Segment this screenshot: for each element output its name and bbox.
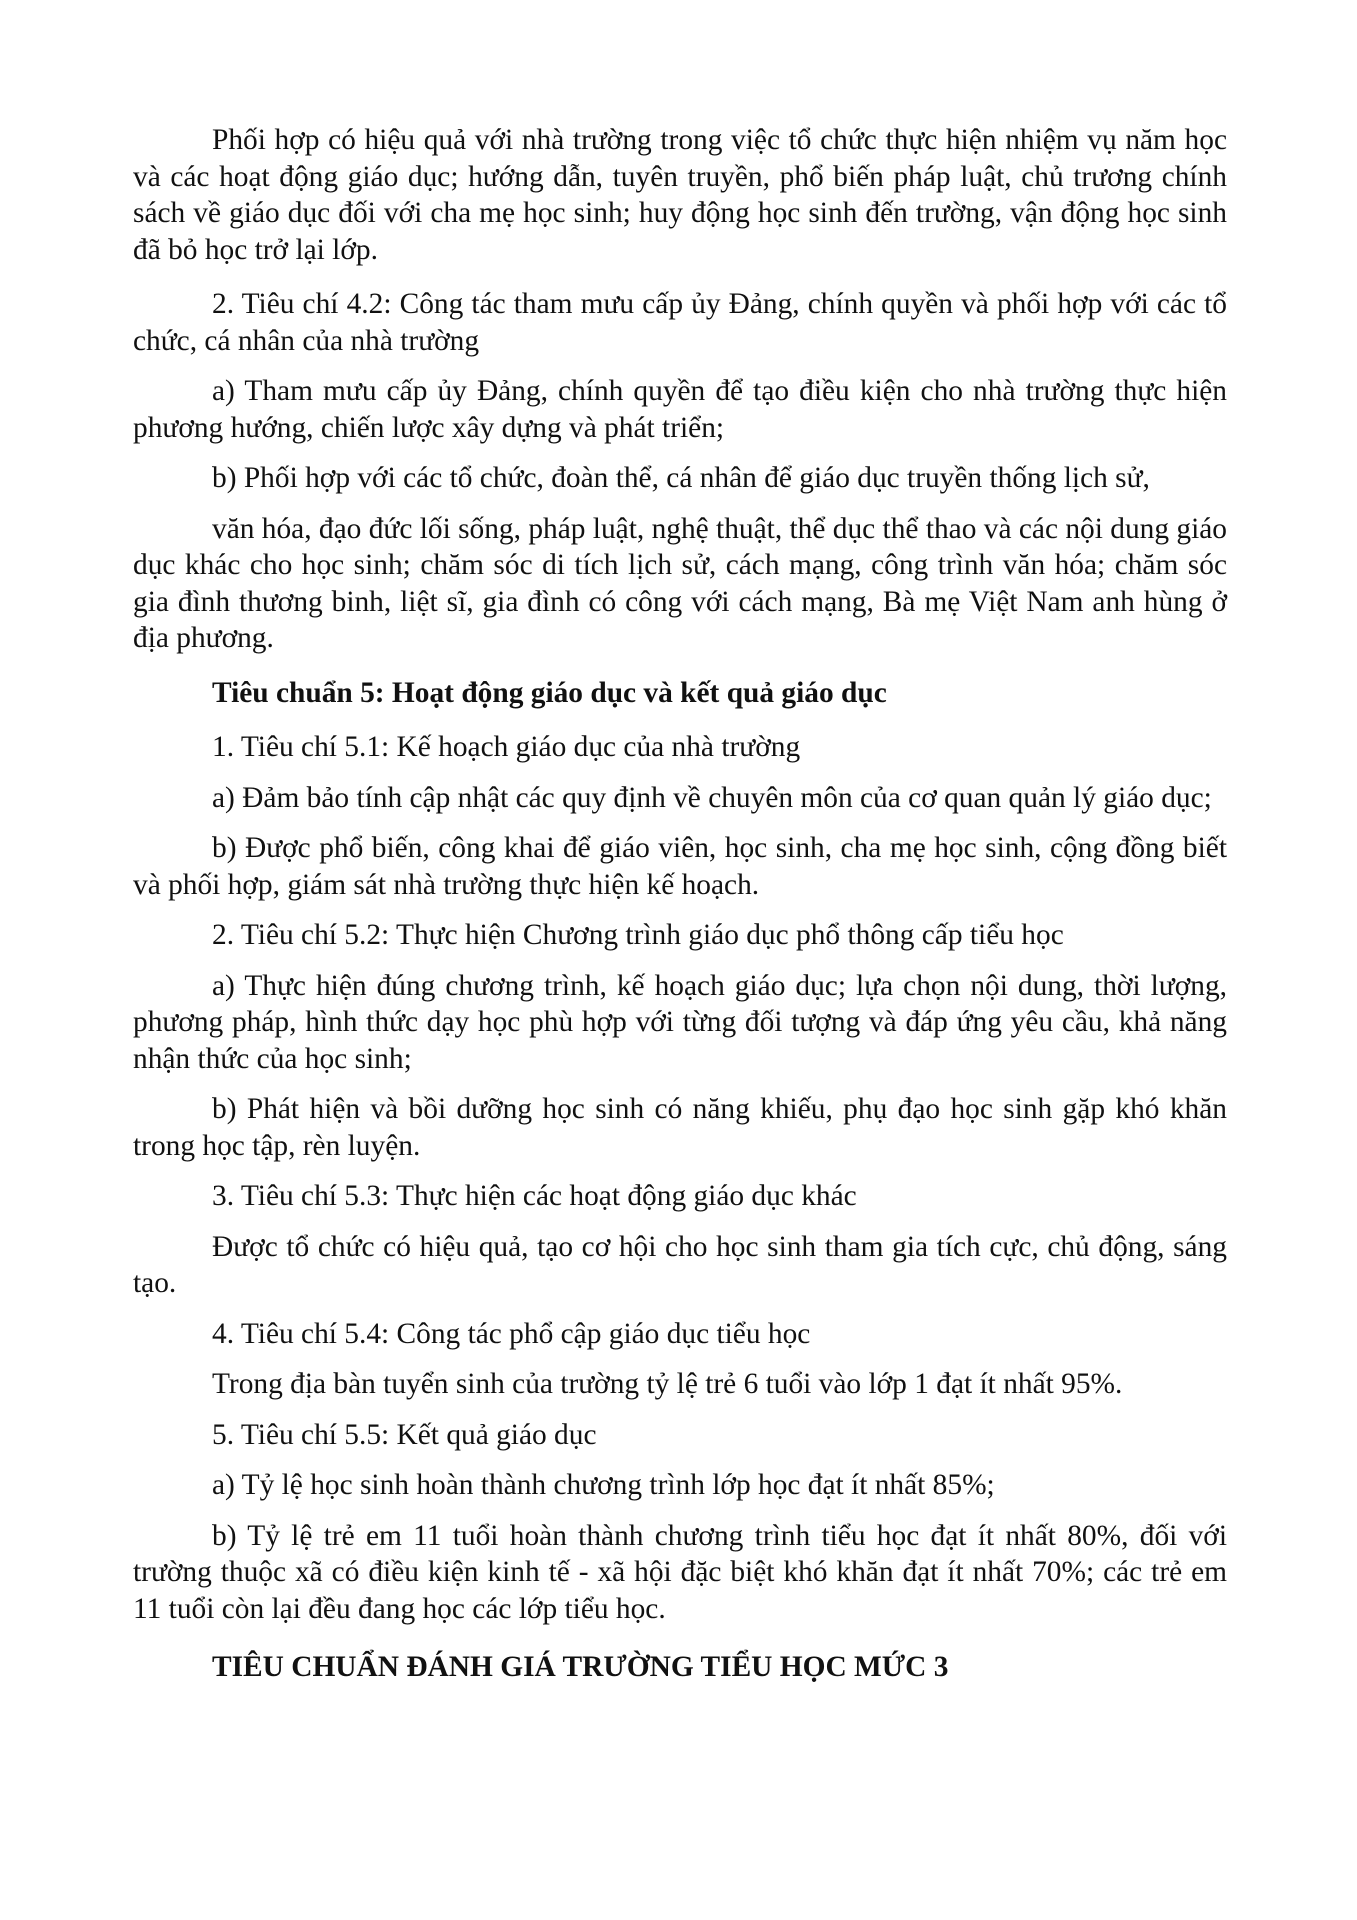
criterion-5-4-body: Trong địa bàn tuyển sinh của trường tỷ lệ trẻ 6 tuổi vào lớp 1 đạt ít nhất 95%.: [212, 1368, 1123, 1400]
criterion-5-2-title: 2. Tiêu chí 5.2: Thực hiện Chương trình giáo dục phổ thông cấp tiểu học: [212, 919, 1064, 951]
criterion-4-2-item-b-continued: văn hóa, đạo đức lối sống, pháp luật, nghệ thuật, thể dục thể thao và các nội dung giáo dục khác cho học sinh; chăm sóc di tích lịch sử, cách mạng, công trình văn hóa; chăm sóc gia đình thương binh, liệt sĩ, gia đình có công với cách mạng, Bà mẹ Việt Nam anh hùng ở địa phương.: [133, 512, 1227, 654]
level-3-standards-heading: TIÊU CHUẨN ĐÁNH GIÁ TRƯỜNG TIỂU HỌC MỨC 3: [212, 1651, 949, 1683]
criterion-5-4-title: 4. Tiêu chí 5.4: Công tác phổ cập giáo dục tiểu học: [212, 1317, 811, 1350]
criterion-5-5-item-a: a) Tỷ lệ học sinh hoàn thành chương trình lớp học đạt ít nhất 85%;: [212, 1469, 995, 1501]
criterion-5-1-item-b: b) Được phổ biến, công khai để giáo viên, học sinh, cha mẹ học sinh, cộng đồng biết và phối hợp, giám sát nhà trường thực hiện kế hoạch.: [133, 832, 1227, 901]
criterion-4-2-item-b: b) Phối hợp với các tổ chức, đoàn thể, cá nhân để giáo dục truyền thống lịch sử,: [212, 462, 1150, 494]
criterion-5-3-body: Được tổ chức có hiệu quả, tạo cơ hội cho học sinh tham gia tích cực, chủ động, sáng tạo.: [133, 1230, 1227, 1299]
criterion-4-2-title: 2. Tiêu chí 4.2: Công tác tham mưu cấp ủy Đảng, chính quyền và phối hợp với các tổ chức, cá nhân của nhà trường: [133, 288, 1227, 357]
criterion-4-2-item-a: a) Tham mưu cấp ủy Đảng, chính quyền để tạo điều kiện cho nhà trường thực hiện phương hướng, chiến lược xây dựng và phát triển;: [133, 375, 1227, 444]
standard-5-heading: Tiêu chuẩn 5: Hoạt động giáo dục và kết quả giáo dục: [212, 676, 887, 709]
criterion-5-1-item-a: a) Đảm bảo tính cập nhật các quy định về chuyên môn của cơ quan quản lý giáo dục;: [212, 781, 1212, 814]
criterion-5-3-title: 3. Tiêu chí 5.3: Thực hiện các hoạt động giáo dục khác: [212, 1180, 857, 1212]
criterion-5-2-item-a: a) Thực hiện đúng chương trình, kế hoạch giáo dục; lựa chọn nội dung, thời lượng, phương pháp, hình thức dạy học phù hợp với từng đối tượng và đáp ứng yêu cầu, khả năng nhận thức của học sinh;: [133, 969, 1227, 1075]
criterion-5-5-title: 5. Tiêu chí 5.5: Kết quả giáo dục: [212, 1418, 597, 1451]
criterion-5-5-item-b: b) Tỷ lệ trẻ em 11 tuổi hoàn thành chương trình tiểu học đạt ít nhất 80%, đối với trường thuộc xã có điều kiện kinh tế - xã hội đặc biệt khó khăn đạt ít nhất 70%; các trẻ em 11 tuổi còn lại đều đang học các lớp tiểu học.: [133, 1519, 1227, 1625]
criterion-5-2-item-b: b) Phát hiện và bồi dưỡng học sinh có năng khiếu, phụ đạo học sinh gặp khó khăn trong học tập, rèn luyện.: [133, 1093, 1227, 1162]
paragraph-coordination: Phối hợp có hiệu quả với nhà trường trong việc tổ chức thực hiện nhiệm vụ năm học và các hoạt động giáo dục; hướng dẫn, tuyên truyền, phổ biến pháp luật, chủ trương chính sách về giáo dục đối với cha mẹ học sinh; huy động học sinh đến trường, vận động học sinh đã bỏ học trở lại lớp.: [133, 124, 1227, 266]
criterion-5-1-title: 1. Tiêu chí 5.1: Kế hoạch giáo dục của nhà trường: [212, 731, 801, 763]
